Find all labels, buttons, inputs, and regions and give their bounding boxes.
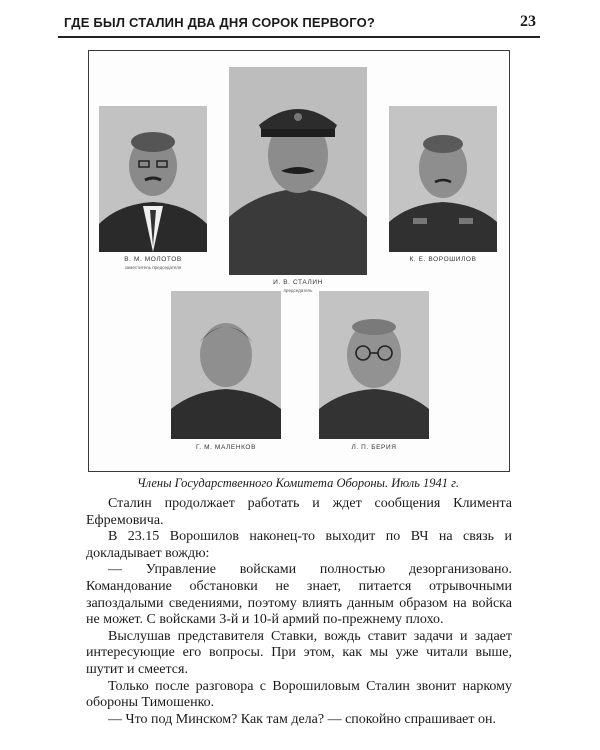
chapter-title: ГДЕ БЫЛ СТАЛИН ДВА ДНЯ СОРОК ПЕРВОГО? xyxy=(64,15,376,30)
paragraph: — Управление войсками полностью дезорганизовано. Командование обстановки не знает, питается отрывочными запоздалыми сведениями, поэтому влиять данным образом на войска не может. С войсками 3-й и 10-й армий по-прежнему плохо. xyxy=(86,562,512,628)
portrait-stalin xyxy=(229,67,367,275)
portrait-name-stalin: И. В. СТАЛИН xyxy=(273,279,323,286)
portrait-name-molotov: В. М. МОЛОТОВ xyxy=(124,256,182,263)
paragraph: — Что под Минском? Как там дела? — спокойно спрашивает он. xyxy=(108,711,497,727)
paragraph: Только после разговора с Ворошиловым Сталин звонит наркому обороны Тимошенко. xyxy=(86,678,512,711)
portrait-name-malenkov: Г. М. МАЛЕНКОВ xyxy=(195,444,257,451)
running-header xyxy=(58,8,540,38)
portrait-name-voroshilov: К. Е. ВОРОШИЛОВ xyxy=(409,256,477,263)
portrait-name-beria: Л. П. БЕРИЯ xyxy=(351,444,397,451)
portrait-malenkov xyxy=(171,291,281,439)
portrait-role-molotov: заместитель председателя xyxy=(124,265,182,270)
page-number: 23 xyxy=(520,13,536,30)
paragraph: В 23.15 Ворошилов наконец-то выходит по ВЧ на связь и докладывает вождю: xyxy=(86,529,512,561)
portrait-beria xyxy=(319,291,429,439)
portrait-figure xyxy=(88,50,510,472)
portrait-molotov xyxy=(99,106,207,252)
body-text xyxy=(86,496,512,728)
paragraph: Сталин продолжает работать и ждет сообщения Климента Ефремовича. xyxy=(86,496,512,528)
portrait-role-stalin: председатель xyxy=(283,288,313,293)
paragraph: Выслушав представителя Ставки, вождь ставит задачи и задает интересующие его вопросы. При этом, как мы уже читали выше, шутит и смеется. xyxy=(86,628,512,677)
figure-caption: Члены Государственного Комитета Обороны. Июль 1941 г. xyxy=(136,476,460,490)
portrait-voroshilov xyxy=(389,106,497,252)
